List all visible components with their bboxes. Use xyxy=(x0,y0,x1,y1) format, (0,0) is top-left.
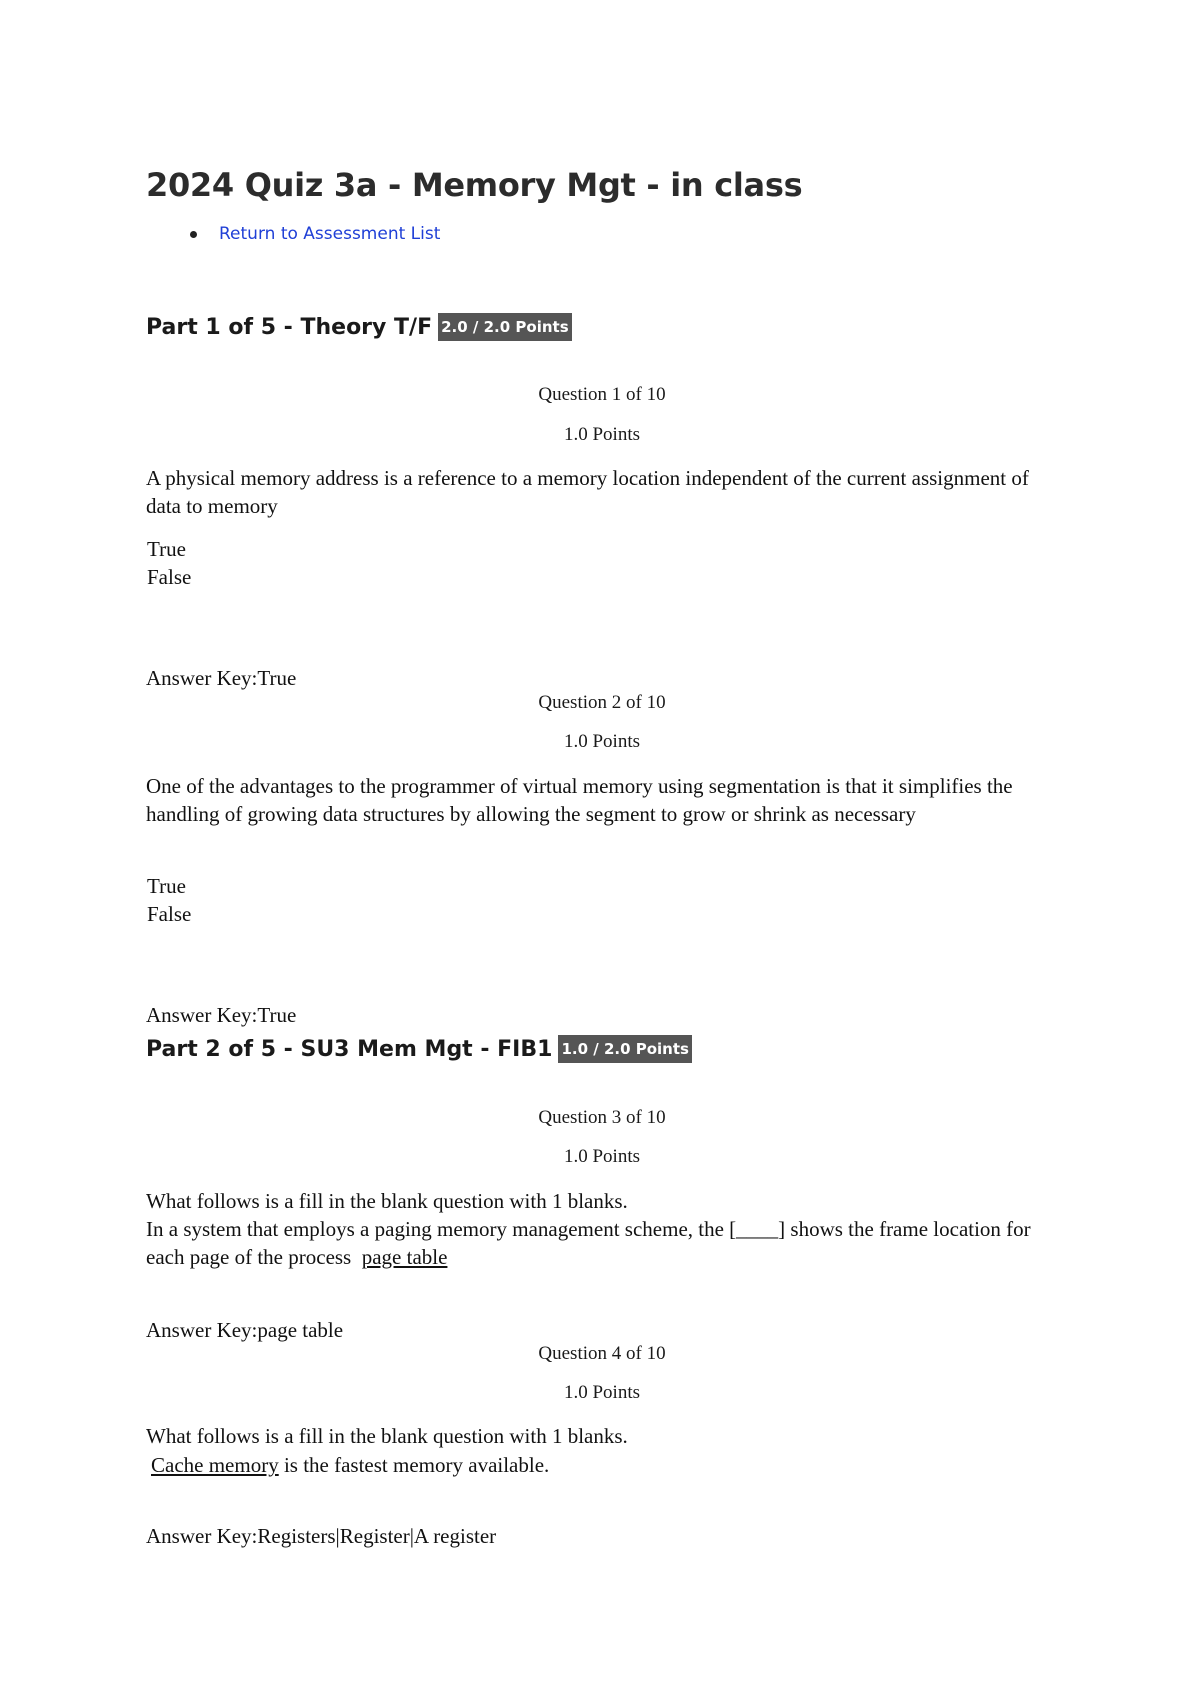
question-4-answer-key: Answer Key:Registers|Register|A register xyxy=(146,1524,497,1548)
question-4-counter: Question 4 of 10 xyxy=(538,1343,666,1364)
question-1-points: 1.0 Points xyxy=(563,424,641,445)
question-2-points: 1.0 Points xyxy=(563,731,641,752)
question-3-text xyxy=(146,1215,1066,1271)
question-3-response[interactable]: page table xyxy=(361,1245,448,1269)
bullet-icon xyxy=(190,231,197,238)
question-2-counter: Question 2 of 10 xyxy=(538,692,666,713)
question-3-prompt: In a system that employs a paging memory management scheme, the [____] shows the frame location for each page of the process xyxy=(146,1217,1031,1269)
question-2-option-false[interactable]: False xyxy=(147,902,192,926)
part-2-title: Part 2 of 5 - SU3 Mem Mgt - FIB1 xyxy=(146,1036,553,1062)
question-4-text-after: is the fastest memory available. xyxy=(283,1453,550,1477)
question-1-text: A physical memory address is a reference to a memory location independent of the current assignment of data to memory xyxy=(146,466,1029,518)
question-1-option-true[interactable]: True xyxy=(147,537,186,561)
question-1-option-false[interactable]: False xyxy=(147,565,192,589)
question-3-intro: What follows is a fill in the blank question with 1 blanks. xyxy=(146,1189,628,1213)
question-2-answer-key: Answer Key:True xyxy=(146,1003,297,1027)
question-3-counter: Question 3 of 10 xyxy=(538,1107,666,1128)
question-2-text: One of the advantages to the programmer of virtual memory using segmentation is that it simplifies the handling of growing data structures by allowing the segment to grow or shrink as necessary xyxy=(146,774,1013,826)
question-3-answer-key: Answer Key:page table xyxy=(146,1318,344,1342)
question-2-option-true[interactable]: True xyxy=(147,874,186,898)
part-2-heading xyxy=(146,1035,692,1063)
question-4-response[interactable]: Cache memory xyxy=(151,1453,279,1477)
question-3-points: 1.0 Points xyxy=(563,1146,641,1167)
part-1-heading xyxy=(146,313,572,341)
question-4-intro: What follows is a fill in the blank question with 1 blanks. xyxy=(146,1424,628,1448)
question-4-text xyxy=(151,1451,1071,1479)
question-4-points: 1.0 Points xyxy=(563,1382,641,1403)
question-1-answer-key: Answer Key:True xyxy=(146,666,297,690)
question-1-counter: Question 1 of 10 xyxy=(538,384,666,405)
return-to-assessment-list-link[interactable]: Return to Assessment List xyxy=(219,224,441,244)
page-title: 2024 Quiz 3a - Memory Mgt - in class xyxy=(146,166,803,204)
part-1-title: Part 1 of 5 - Theory T/F xyxy=(146,314,433,340)
part-1-score-badge: 2.0 / 2.0 Points xyxy=(438,313,572,341)
part-2-score-badge: 1.0 / 2.0 Points xyxy=(558,1035,692,1063)
